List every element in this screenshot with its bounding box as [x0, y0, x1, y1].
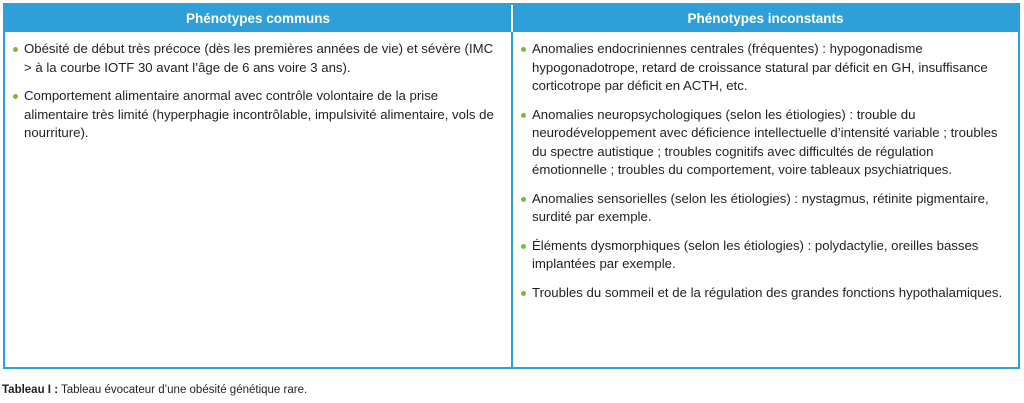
list-item — [13, 87, 503, 143]
list-item-text: Troubles du sommeil et de la régulation des grandes fonctions hypothalamiques. — [532, 284, 1003, 300]
list-item-text: Anomalies neuropsychologiques (selon les étiologies) : trouble du neurodéveloppement avec déficience intellectuelle d’intensité variable ; troubles du spectre autistique ; troubles cognitifs avec difficultés de régulation émotionnelle ; troubles du comportement, voire tableaux psychiatriques. — [532, 106, 998, 177]
header-phenotypes-inconstants: Phénotypes inconstants — [513, 5, 1018, 32]
bullet-icon — [521, 291, 526, 296]
list-item-text: Éléments dysmorphiques (selon les étiologies) : polydactylie, oreilles basses implantées par exemple. — [532, 237, 979, 271]
column-phenotypes-inconstants — [513, 32, 1018, 367]
caption-label: Tableau I : — [2, 384, 59, 396]
bullet-icon — [521, 113, 526, 118]
list-item — [521, 106, 1010, 180]
bullet-icon — [521, 197, 526, 202]
bullet-icon — [521, 244, 526, 249]
phenotypes-table — [3, 3, 1020, 369]
table-caption — [2, 383, 307, 397]
list-item — [13, 40, 503, 77]
list-item-text: Anomalies sensorielles (selon les étiologies) : nystagmus, rétinite pigmentaire, surdité par exemple. — [532, 190, 989, 224]
caption-text: Tableau évocateur d’une obésité génétique rare. — [58, 384, 308, 396]
list-item-text: Obésité de début très précoce (dès les premières années de vie) et sévère (IMC > à la courbe IOTF 30 avant l’âge de 6 ans voire 3 ans). — [24, 41, 494, 75]
header-phenotypes-communs: Phénotypes communs — [5, 5, 513, 32]
bullet-icon — [13, 47, 18, 52]
list-item — [521, 284, 1010, 303]
list-item — [521, 40, 1010, 96]
bullet-icon — [521, 47, 526, 52]
list-item — [521, 190, 1010, 227]
column-phenotypes-communs — [5, 32, 513, 367]
list-item-text: Comportement alimentaire anormal avec contrôle volontaire de la prise alimentaire très limité (hyperphagie incontrôlable, impulsivité alimentaire, vols de nourriture). — [24, 88, 494, 140]
list-item — [521, 237, 1010, 274]
bullet-icon — [13, 94, 18, 99]
list-item-text: Anomalies endocriniennes centrales (fréquentes) : hypogonadisme hypogonadotrope, retard de croissance statural par déficit en GH, insuffisance corticotrope par déficit en ACTH, etc. — [532, 41, 988, 93]
